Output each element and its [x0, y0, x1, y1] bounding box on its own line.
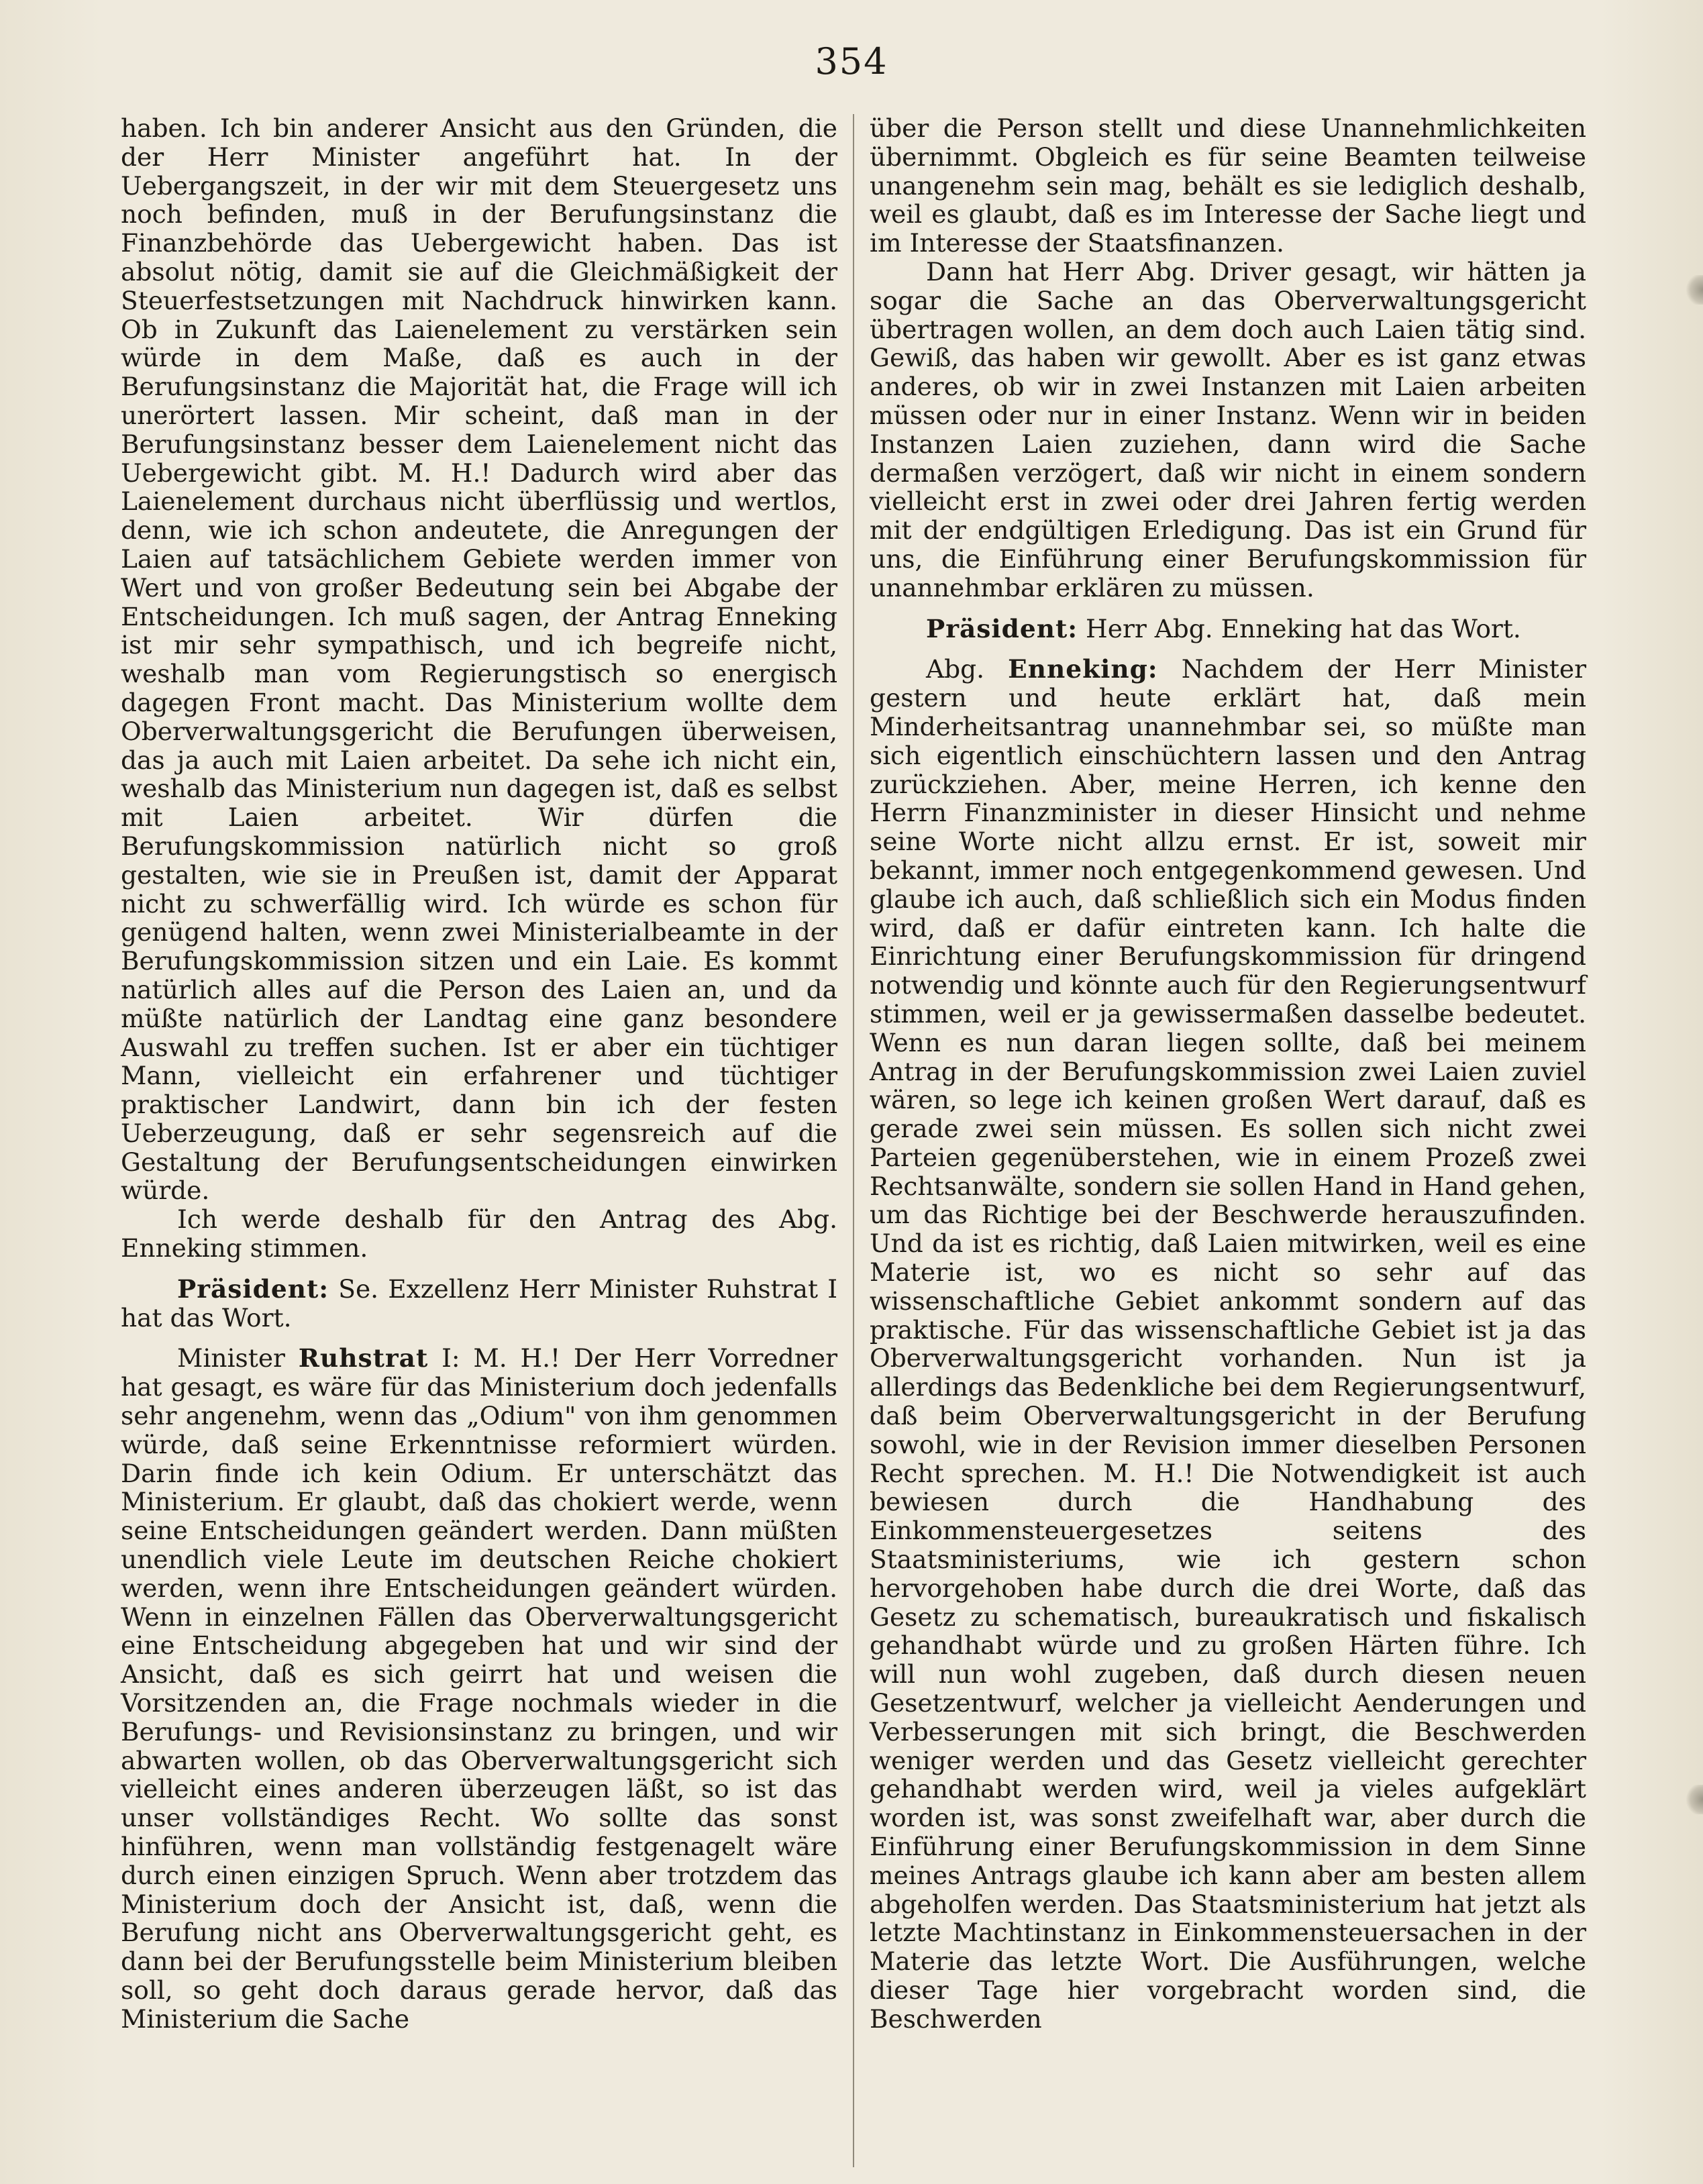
left-column: [121, 114, 837, 2034]
speaker-prefix: Minister: [177, 1343, 299, 1373]
speech-text: Herr Abg. Enneking hat das Wort.: [1086, 613, 1521, 643]
paragraph: haben. Ich bin anderer Ansicht aus den Gründen, die der Herr Minister angeführt hat. In der Uebergangszeit, in der wir mit dem Steuergesetz uns noch befinden, muß in der Berufungsinstanz die Finanzbehörde das Uebergewicht haben. Das ist absolut nötig, damit sie auf die Gleichmäßigkeit der Steuerfestsetzungen mit Nachdruck hinwirken kann. Ob in Zukunft das Laienelement zu verstärken sein würde in dem Maße, daß es auch in der Berufungsinstanz die Majorität hat, die Frage will ich unerörtert lassen. Mir scheint, daß man in der Berufungsinstanz besser dem Laienelement nicht das Uebergewicht gibt. M. H.! Dadurch wird aber das Laienelement durchaus nicht überflüssig und wertlos, denn, wie ich schon andeutete, die Anregungen der Laien auf tatsächlichem Gebiete werden immer von Wert und von großer Bedeutung sein bei Abgabe der Entscheidungen. Ich muß sagen, der Antrag Enneking ist mir sehr sympathisch, und ich begreife nicht, weshalb man vom Regierungstisch so energisch dagegen Front macht. Das Ministerium wollte dem Oberverwaltungsgericht die Berufungen überweisen, das ja auch mit Laien arbeitet. Da sehe ich nicht ein, weshalb das Ministerium nun dagegen ist, daß es selbst mit Laien arbeitet. Wir dürfen die Berufungskommission natürlich nicht so groß gestalten, wie sie in Preußen ist, damit der Apparat nicht zu schwerfällig wird. Ich würde es schon für genügend halten, wenn zwei Ministerialbeamte in der Berufungskommission sitzen und ein Laie. Es kommt natürlich alles auf die Person des Laien an, und da müßte natürlich der Landtag eine ganz besondere Auswahl zu treffen suchen. Ist er aber ein tüchtiger Mann, vielleicht ein erfahrener und tüchtiger praktischer Landwirt, dann bin ich der festen Ueberzeugung, daß er sehr segensreich auf die Gestaltung der Berufungsentscheidungen einwirken würde.: [121, 113, 837, 1206]
page-edge-mark: [1686, 1785, 1703, 1814]
speech-paragraph: [121, 1344, 837, 2033]
column-divider: [853, 114, 854, 2167]
speech-paragraph: [121, 1275, 837, 1333]
speech-text: Se. Exzellenz Herr Minister Ruhstrat I hat das Wort.: [121, 1273, 838, 1333]
paragraph: über die Person stellt und diese Unannehmlichkeiten übernimmt. Obgleich es für seine Beamten teilweise unangenehm sein mag, behält es sie lediglich deshalb, weil es glaubt, daß es im Interesse der Sache liegt und im Interesse der Staatsfinanzen.: [870, 113, 1586, 258]
speech-paragraph: [870, 615, 1586, 643]
page-number: 354: [815, 40, 888, 83]
paragraph: Dann hat Herr Abg. Driver gesagt, wir hätten ja sogar die Sache an das Oberverwaltungsgericht übertragen wollen, an dem doch auch Laien tätig sind. Gewiß, das haben wir gewollt. Aber es ist ganz etwas anderes, ob wir in zwei Instanzen mit Laien arbeiten müssen oder nur in einer Instanz. Wenn wir in beiden Instanzen Laien zuziehen, dann wird die Sache dermaßen verzögert, daß wir nicht in einem sondern vielleicht erst in zwei oder drei Jahren fertig werden mit der endgültigen Erledigung. Das ist ein Grund für uns, die Einführung einer Berufungskommission für unannehmbar erklären zu müssen.: [870, 256, 1586, 603]
right-column: [870, 114, 1586, 2034]
speaker-label: Ruhstrat: [298, 1343, 429, 1373]
speech-paragraph: [870, 655, 1586, 2033]
speech-text: Nachdem der Herr Minister gestern und heute erklärt hat, daß mein Minderheitsantrag unannehmbar sei, so müßte man sich eigentlich einschüchtern lassen und den Antrag zurückziehen. Aber, meine Herren, ich kenne den Herrn Finanzminister in dieser Hinsicht und nehme seine Worte nicht allzu ernst. Er ist, soweit mir bekannt, immer noch entgegenkommend gewesen. Und glaube ich auch, daß schließlich sich ein Modus finden wird, daß er dafür eintreten kann. Ich halte die Einrichtung einer Berufungskommission für dringend notwendig und könnte auch für den Regierungsentwurf stimmen, weil er ja gewissermaßen dasselbe bedeutet. Wenn es nun daran liegen sollte, daß bei meinem Antrag in der Berufungskommission zwei Laien zuviel wären, so lege ich keinen großen Wert darauf, daß es gerade zwei sein müssen. Es sollen sich nicht zwei Parteien gegenüberstehen, wie in einem Prozeß zwei Rechtsanwälte, sondern sie sollen Hand in Hand gehen, um das Richtige bei der Beschwerde herauszufinden. Und da ist es richtig, daß Laien mitwirken, weil es eine Materie ist, wo es nicht so sehr auf das wissenschaftliche Gebiet ankommt sondern auf das praktische. Für das wissenschaftliche Gebiet ist ja das Oberverwaltungsgericht vorhanden. Nun ist ja allerdings das Bedenkliche bei dem Regierungsentwurf, daß beim Oberverwaltungsgericht in der Berufung sowohl, wie in der Revision immer dieselben Personen Recht sprechen. M. H.! Die Notwendigkeit ist auch bewiesen durch die Handhabung des Einkommensteuergesetzes seitens des Staatsministeriums, wie ich gestern schon hervorgehoben habe durch die drei Worte, daß das Gesetz zu schematisch, bureaukratisch und fiskalisch gehandhabt würde und zu großen Härten führe. Ich will nun wohl zugeben, daß durch diesen neuen Gesetzentwurf, welcher ja vielleicht Aenderungen und Verbesserungen mit sich bringt, die Beschwerden weniger werden und das Gesetz vielleicht gerechter gehandhabt werden wird, weil ja vieles aufgeklärt worden ist, was sonst zweifelhaft war, aber durch die Einführung einer Berufungskommission in dem Sinne meines Antrags glaube ich kann aber am besten allem abgeholfen werden. Das Staatsministerium hat jetzt als letzte Machtinstanz in Einkommensteuersachen in der Materie das letzte Wort. Die Ausführungen, welche dieser Tage hier vorgebracht worden sind, die Beschwerden: [870, 654, 1586, 2034]
speech-text: I: M. H.! Der Herr Vorredner hat gesagt, es wäre für das Ministerium doch jedenfalls sehr angenehm, wenn das „Odium" von ihm genommen würde, daß seine Erkenntnisse reformiert würden. Darin finde ich kein Odium. Er unterschätzt das Ministerium. Er glaubt, daß das chokiert werde, wenn seine Entscheidungen geändert werden. Dann müßten unendlich viele Leute im deutschen Reiche chokiert werden, wenn ihre Entscheidungen geändert würden. Wenn in einzelnen Fällen das Oberverwaltungsgericht eine Entscheidung abgegeben hat und wir sind der Ansicht, daß es sich geirrt hat und weisen die Vorsitzenden an, die Frage nochmals wieder in die Berufungs- und Revisionsinstanz zu bringen, und wir abwarten wollen, ob das Oberverwaltungsgericht sich vielleicht eines anderen überzeugen läßt, so ist das unser vollständiges Recht. Wo sollte das sonst hinführen, wenn man vollständig festgenagelt wäre durch einen einzigen Spruch. Wenn aber trotzdem das Ministerium doch der Ansicht ist, daß, wenn die Berufung nicht ans Oberverwaltungsgericht geht, es dann bei der Berufungsstelle beim Ministerium bleiben soll, so geht doch daraus gerade hervor, daß das Ministerium die Sache: [121, 1343, 837, 2034]
paragraph: Ich werde deshalb für den Antrag des Abg. Enneking stimmen.: [121, 1204, 837, 1263]
speaker-label: Präsident:: [926, 613, 1078, 643]
speaker-prefix: Abg.: [926, 654, 1009, 684]
page-edge-mark: [1686, 275, 1703, 305]
speaker-label: Präsident:: [177, 1273, 329, 1304]
speaker-label: Enneking:: [1008, 654, 1158, 684]
